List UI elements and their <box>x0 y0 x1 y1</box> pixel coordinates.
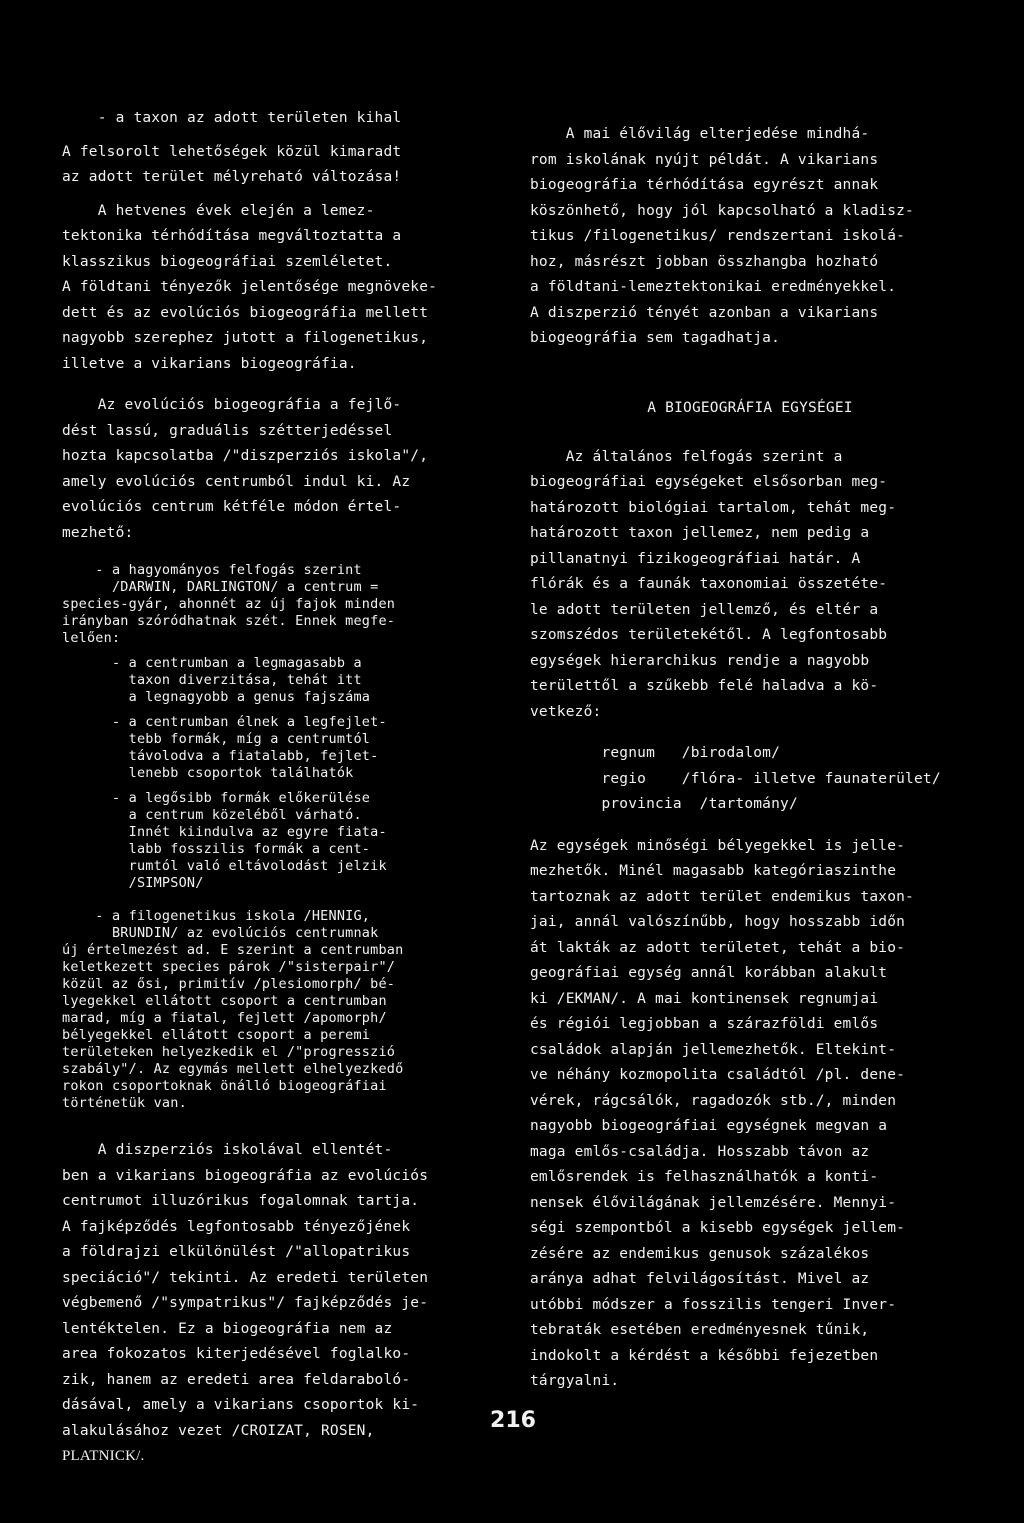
text-line: species-gyár, ahonnét az új fajok minden <box>62 596 396 612</box>
text-line: utóbbi módszer a fosszilis tengeri Inver- <box>530 1296 897 1313</box>
text-line: - a legősibb formák előkerülése <box>62 790 371 806</box>
text-line: vetkező: <box>530 703 602 720</box>
text-line: indokolt a kérdést a későbbi fejezetben <box>530 1347 879 1364</box>
text-line: labb fosszilis formák a cent- <box>62 841 371 857</box>
text-line: hozta kapcsolatba /"diszperziós iskola"/, <box>62 448 429 464</box>
text-line: A diszperzió tényét azonban a vikarians <box>530 304 879 321</box>
text-line: /DARWIN, DARLINGTON/ a centrum = <box>62 579 379 595</box>
text-line: dásával, amely a vikarians csoportok ki- <box>62 1397 420 1413</box>
text-line: és régiói legjobban a szárazföldi emlős <box>530 1016 879 1032</box>
text-line: a legnagyobb a genus fajszáma <box>62 689 371 705</box>
text-line: végbemenő /"sympatrikus"/ fajképződés je- <box>62 1295 429 1311</box>
text-line: hoz, másrészt jobban összhangba hozható <box>530 253 879 270</box>
text-line: illetve a vikarians biogeográfia. <box>62 355 357 372</box>
text-line: tebb formák, míg a centrumtól <box>62 731 371 747</box>
text-line: ben a vikarians biogeográfia az evolúciós <box>62 1167 429 1184</box>
section-heading: A BIOGEOGRÁFIA EGYSÉGEI <box>647 399 853 416</box>
text-line: pillanatnyi fizikogeográfiai határ. A <box>530 550 861 567</box>
text-line: tebraták esetében eredményesnek tűnik, <box>530 1322 870 1338</box>
text-line: Az általános felfogás szerint a <box>530 448 843 465</box>
text-line: aránya adhat felvilágosítást. Mivel az <box>530 1271 870 1287</box>
text-line: lyegekkel ellátott csoport a centrumban <box>62 993 387 1009</box>
page-number: 216 <box>490 1408 536 1433</box>
text-line: regnum /birodalom/ <box>530 745 781 761</box>
text-line: új értelmezést ad. E szerint a centrumban <box>62 942 404 958</box>
text-line: irányban szóródhatnak szét. Ennek megfe- <box>62 613 396 629</box>
text-line: geográfiai egység annál korábban alakult <box>530 965 888 981</box>
text-line: A diszperziós iskolával ellentét- <box>62 1142 393 1158</box>
text-line: határozott taxon jellemez, nem pedig a <box>530 525 870 541</box>
text-line: ve néhány kozmopolita családtól /pl. dene- <box>530 1067 906 1083</box>
text-line: köszönhető, hogy jól kapcsolható a kladisz- <box>530 202 914 219</box>
text-line: ki /EKMAN/. A mai kontinensek regnumjai <box>530 990 879 1007</box>
text-line: rokon csoportoknak önálló biogeográfiai <box>62 1078 387 1094</box>
text-line: határozott biológiai tartalom, tehát meg- <box>530 499 897 516</box>
text-line: távolodva a fiatalabb, fejlet- <box>62 748 379 764</box>
text-line: területtől a szűkebb felé haladva a kö- <box>530 678 879 694</box>
text-line: - a centrumban élnek a legfejlet- <box>62 714 387 730</box>
text-line: speciáció"/ tekinti. Az eredeti területen <box>62 1269 429 1286</box>
text-line: keletkezett species párok /"sisterpair"/ <box>62 959 396 975</box>
text-line: szomszédos területekétől. A legfontosabb <box>530 627 888 643</box>
text-line: mezhetők. Minél magasabb kategóriaszinthe <box>530 863 897 879</box>
text-line: tikus /filogenetikus/ rendszertani iskolá- <box>530 228 906 244</box>
text-line: dett és az evolúciós biogeográfia mellett <box>62 304 429 321</box>
text-line: A mai élővilág elterjedése mindhá- <box>530 126 870 142</box>
text-line: rom iskolának nyújt példát. A vikarians <box>530 151 879 168</box>
text-line: Az evolúciós biogeográfia a fejlő- <box>62 397 402 413</box>
text-line: maga emlős-családja. Hosszabb távon az <box>530 1143 870 1160</box>
text-line: le adott területen jellemző, és eltér a <box>530 601 879 618</box>
text-line: tartoznak az adott terület endemikus taxon- <box>530 888 914 905</box>
text-line: zik, hanem az eredeti area feldaraboló- <box>62 1371 411 1388</box>
text-line: Az egységek minőségi bélyegekkel is jelle- <box>530 837 906 854</box>
text-line: lelően: <box>62 630 121 646</box>
text-line: a centrum közeléből várható. <box>62 807 362 823</box>
text-line: a földtani-lemeztektonikai eredményekkel. <box>530 279 897 295</box>
text-line: lentéktelen. Ez a biogeográfia nem az <box>62 1320 393 1337</box>
text-line: rumtól való eltávolodást jelzik <box>62 858 387 874</box>
text-line: evolúciós centrum kétféle módon értel- <box>62 499 402 515</box>
text-line: A fajképződés legfontosabb tényezőjének <box>62 1218 411 1235</box>
text-line: biogeográfia sem tagadhatja. <box>530 330 781 346</box>
text-line: történetük van. <box>62 1095 187 1111</box>
text-line: bélyegekkel ellátott csoport a peremi <box>62 1027 371 1043</box>
text-line: - a hagyományos felfogás szerint <box>62 562 362 578</box>
text-line: lenebb csoportok találhatók <box>62 765 354 781</box>
text-line: amely evolúciós centrumból indul ki. Az <box>62 473 411 490</box>
text-line: centrumot illuzórikus fogalomnak tartja. <box>62 1193 420 1209</box>
text-line: tektonika térhódítása megváltoztatta a <box>62 228 402 244</box>
text-line: BRUNDIN/ az evolúciós centrumnak <box>62 925 379 941</box>
text-line: provincia /tartomány/ <box>530 796 798 812</box>
text-line: ségi szempontból a kisebb egységek jellem- <box>530 1220 906 1236</box>
text-line: A hetvenes évek elején a lemez- <box>62 202 375 219</box>
text-line: marad, míg a fiatal, fejlett /apomorph/ <box>62 1010 387 1026</box>
right-column <box>530 122 970 1395</box>
text-line: nagyobb biogeográfiai egységnek megvan a <box>530 1118 888 1134</box>
text-line: emlősrendek is felhasználhatók a konti- <box>530 1169 879 1185</box>
text-line: a földrajzi elkülönülést /"allopatrikus <box>62 1244 411 1260</box>
text-line: taxon diverzitása, tehát itt <box>62 672 362 688</box>
text-line: zésére az endemikus genusok százalékos <box>530 1245 870 1262</box>
text-line: A földtani tényezők jelentősége megnöveke- <box>62 279 438 295</box>
text-line: - a filogenetikus iskola /HENNIG, <box>62 908 371 924</box>
text-line: - a centrumban a legmagasabb a <box>62 655 362 671</box>
text-line: alakulásához vezet /CROIZAT, ROSEN, <box>62 1422 375 1439</box>
left-column <box>62 106 462 1470</box>
text-line: az adott terület mélyreható változása! <box>62 169 402 185</box>
text-line: Innét kiindulva az egyre fiata- <box>62 824 387 840</box>
text-line: biogeográfia térhódítása egyrészt annak <box>530 177 879 193</box>
text-line: dést lassú, graduális szétterjedéssel <box>62 422 393 439</box>
text-line: A felsorolt lehetőségek közül kimaradt <box>62 143 402 160</box>
text-line: családok alapján jellemezhetők. Eltekint- <box>530 1041 897 1058</box>
text-line: nagyobb szerephez jutott a filogenetikus, <box>62 330 429 346</box>
text-line: area fokozatos kiterjedésével foglalko- <box>62 1346 411 1362</box>
text-line: közül az ősi, primitív /plesiomorph/ bé- <box>62 976 396 992</box>
text-line: vérek, rágcsálók, ragadozók stb./, minden <box>530 1092 897 1109</box>
text-line: biogeográfiai egységeket elsősorban meg- <box>530 474 888 490</box>
text-line: klasszikus biogeográfiai szemléletet. <box>62 253 393 270</box>
text-line: egységek hierarchikus rendje a nagyobb <box>530 652 870 669</box>
text-line: tárgyalni. <box>530 1373 620 1389</box>
text-line: regio /flóra- illetve faunaterület/ <box>530 770 941 787</box>
text-line: szabály"/. Az egymás mellett elhelyezkedő <box>62 1061 404 1077</box>
text-line: flórák és a faunák taxonomiai összetéte- <box>530 576 888 592</box>
text-line: át lakták az adott területet, tehát a bio- <box>530 939 906 956</box>
text-line: - a taxon az adott területen kihal <box>62 110 402 126</box>
text-line: mezhető: <box>62 524 134 541</box>
text-line: területeken helyezkedik el /"progresszió <box>62 1044 396 1060</box>
text-line: nensek élővilágának jellemzésére. Mennyi- <box>530 1194 897 1211</box>
text-line: PLATNICK/. <box>62 1448 145 1464</box>
text-line: jai, annál valószínűbb, hogy hosszabb időn <box>530 914 906 930</box>
text-line: /SIMPSON/ <box>62 875 204 891</box>
